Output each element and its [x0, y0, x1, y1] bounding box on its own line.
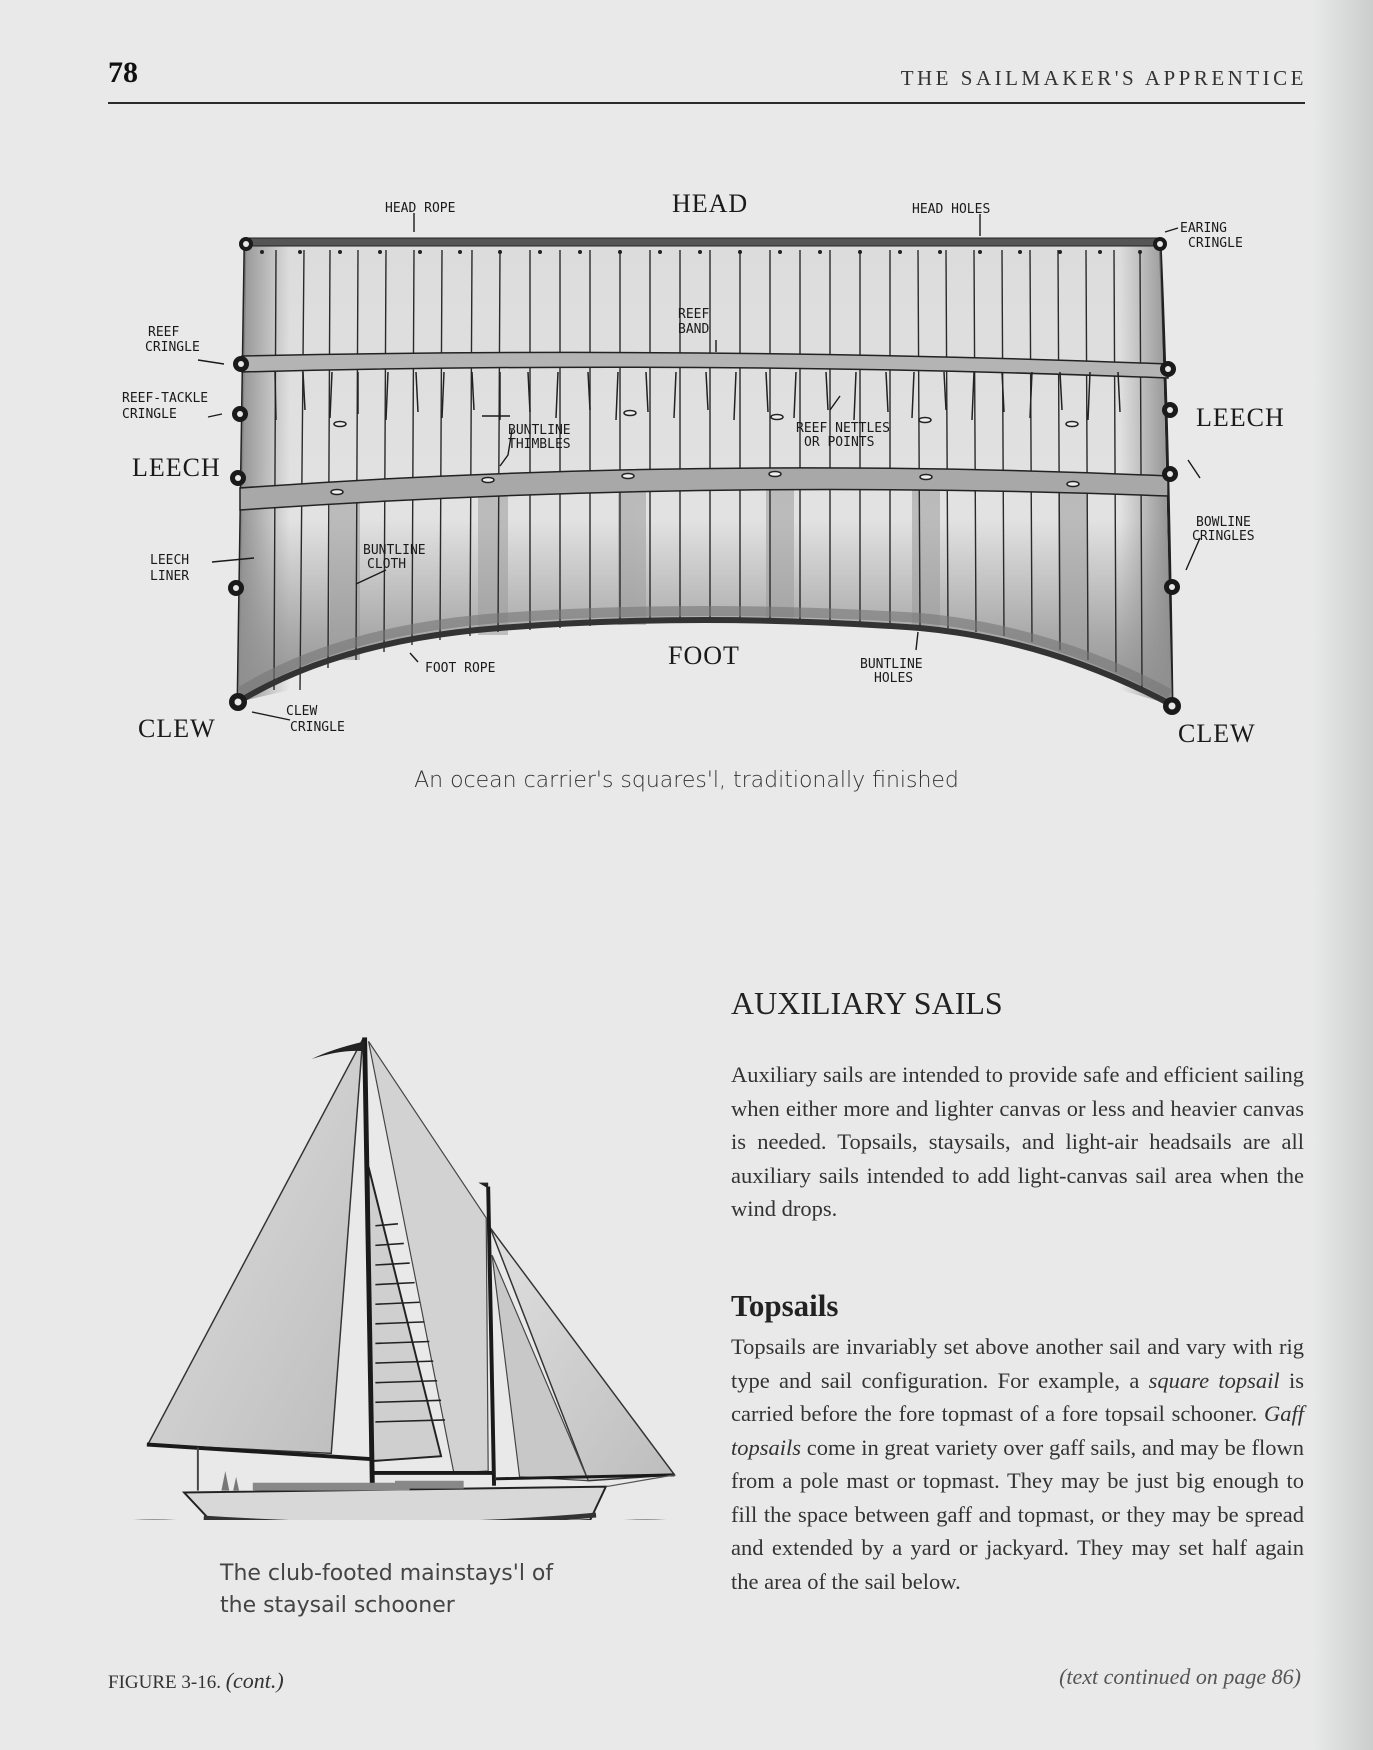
label-reef-band-2: BAND [678, 322, 710, 337]
label-reef-nettles-1: REEF NETTLES [796, 421, 890, 436]
label-reef-cringle-2: CRINGLE [145, 340, 200, 355]
figure-cont: (cont.) [225, 1668, 284, 1693]
p2-mid: is carried before the fore topmast of a fore topsail schooner. [731, 1367, 1304, 1426]
label-bowline-cringles-1: BOWLINE [1196, 515, 1251, 530]
p2-start: Topsails are invariably set above another sail and vary with rig type and sail configuration. For example, a [731, 1334, 1304, 1393]
schooner-illustration [100, 1010, 690, 1520]
paragraph-topsails [731, 1330, 1304, 1598]
label-clew-cringle-1: CLEW [286, 704, 318, 719]
label-leech-liner-2: LINER [150, 569, 190, 584]
term-gaff-topsails: Gaff topsails [731, 1401, 1304, 1460]
label-leech-liner-1: LEECH [150, 553, 190, 568]
label-earing-cringle-1: EARING [1180, 221, 1227, 236]
figure-caption-schooner [220, 1558, 640, 1622]
continued-note: (text continued on page 86) [1059, 1664, 1301, 1689]
label-clew-left: CLEW [138, 714, 216, 743]
paragraph-auxiliary-sails: Auxiliary sails are intended to provide safe and efficient sailing when either more and lighter canvas or less and heavier canvas is needed. Topsails, staysails, and light-air headsails are all auxiliary sails intended to add light-canvas sail area when the wind drops. [731, 1062, 1304, 1221]
caption-line-2: the staysail schooner [220, 1593, 455, 1618]
header-rule [108, 102, 1305, 104]
p2-end: come in great variety over gaff sails, and may be flown from a pole mast or topmast. They may be just big enough to fill the space between gaff and topmast, or they may be spread and extended by a yard or jackyard. They may set half again the area of the sail below. [731, 1434, 1304, 1594]
label-buntline-holes-1: BUNTLINE [860, 657, 923, 672]
caption-line-1: The club-footed mainstays'l of [220, 1561, 554, 1586]
label-reef-tackle-cringle-2: CRINGLE [122, 407, 177, 422]
label-reef-cringle-1: REEF [148, 325, 180, 340]
label-buntline-cloth-2: CLOTH [367, 557, 407, 572]
label-reef-tackle-cringle-1: REEF-TACKLE [122, 391, 209, 406]
label-head-holes: HEAD HOLES [912, 202, 991, 217]
section-heading: AUXILIARY SAILS [731, 985, 1003, 1021]
label-buntline-thimbles-1: BUNTLINE [508, 423, 571, 438]
squaresail-diagram [100, 170, 1320, 760]
page-edge-shadow [1313, 0, 1373, 1750]
label-leech-right: LEECH [1196, 403, 1285, 432]
page-number: 78 [108, 56, 138, 89]
label-bowline-cringles-2: CRINGLES [1192, 529, 1255, 544]
running-head: THE SAILMAKER'S APPRENTICE [900, 66, 1307, 90]
label-earing-cringle-2: CRINGLE [1188, 236, 1243, 251]
label-head: HEAD [672, 189, 749, 218]
label-clew-cringle-2: CRINGLE [290, 720, 345, 735]
term-square-topsail: square topsail [1148, 1367, 1280, 1393]
label-foot-rope: FOOT ROPE [425, 661, 496, 676]
label-buntline-holes-2: HOLES [874, 671, 914, 686]
figure-number [108, 1668, 284, 1694]
label-clew-right: CLEW [1178, 719, 1256, 748]
label-buntline-cloth-1: BUNTLINE [363, 543, 426, 558]
subheading-topsails: Topsails [731, 1288, 839, 1323]
figure-caption-squaresail: An ocean carrier's squares'l, traditionally finished [414, 768, 959, 793]
label-foot: FOOT [668, 641, 740, 670]
label-leech-left: LEECH [132, 453, 221, 482]
label-reef-nettles-2: OR POINTS [804, 435, 875, 450]
label-reef-band-1: REEF [678, 307, 710, 322]
label-head-rope: HEAD ROPE [385, 201, 456, 216]
figure-number-text: FIGURE 3-16. [108, 1672, 221, 1693]
label-buntline-thimbles-2: THIMBLES [508, 437, 571, 452]
